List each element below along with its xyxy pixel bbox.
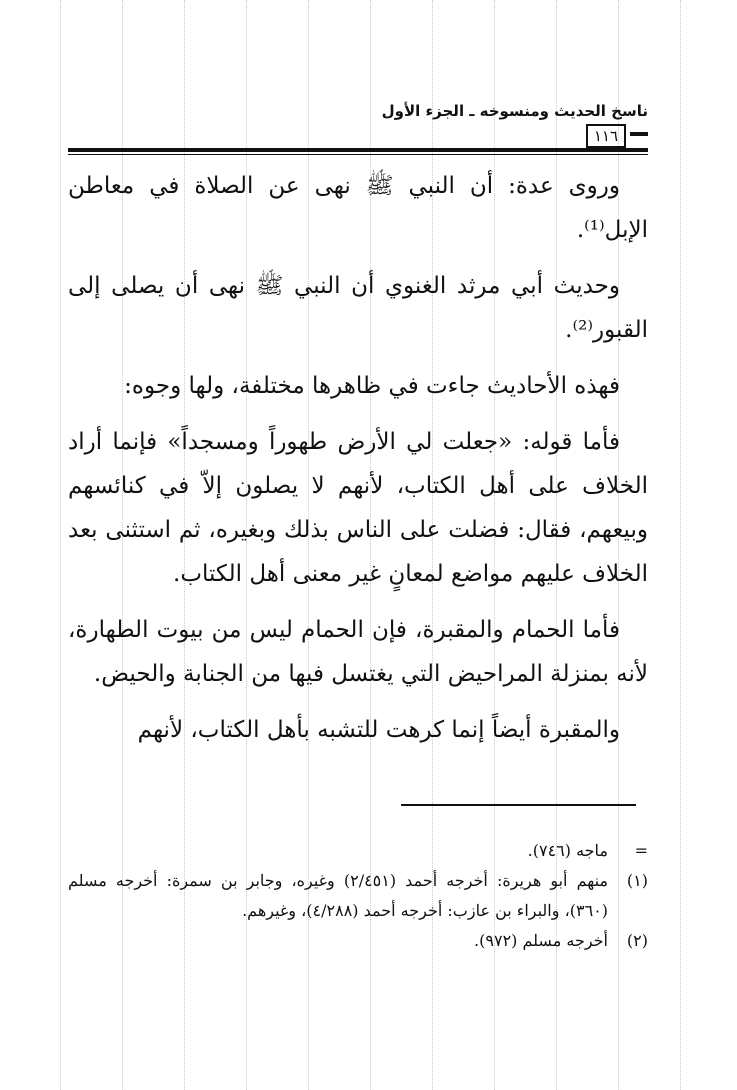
book-page [68, 100, 648, 956]
footnote-text: منهم أبو هريرة: أخرجه أحمد (٢/٤٥١) وغيره، وجابر بن سمرة: أخرجه مسلم (٣٦٠)، والبراء بن عازب: أخرجه أحمد (٤/٢٨٨)، وغيرهم. [68, 871, 609, 920]
footnote-text: أخرجه مسلم (٩٧٢). [474, 931, 608, 950]
paragraph: وحديث أبي مرثد الغنوي أن النبي ﷺ نهى أن يصلى إلى القبور⁽²⁾. [68, 273, 648, 343]
footnote [68, 836, 648, 866]
grid-guide-line [60, 0, 61, 1090]
footnote-marker: (٢) [626, 931, 648, 950]
page-header [68, 124, 648, 152]
footnote-separator [401, 804, 636, 806]
footnote [68, 926, 648, 956]
header-dash [630, 132, 648, 136]
footnote-marker: = [634, 841, 648, 860]
paragraph: والمقبرة أيضاً إنما كرهت للتشبه بأهل الكتاب، لأنهم [137, 717, 620, 743]
paragraph: فهذه الأحاديث جاءت في ظاهرها مختلفة، ولها وجوه: [124, 373, 620, 399]
header-rule [68, 148, 648, 152]
main-text [68, 164, 648, 752]
running-title: ناسخ الحديث ومنسوخه ـ الجزء الأول [381, 102, 648, 120]
paragraph: وروى عدة: أن النبي ﷺ نهى عن الصلاة في معاطن الإبل⁽¹⁾. [68, 173, 648, 243]
grid-guide-line [680, 0, 681, 1090]
page-number: ١١٦ [586, 124, 626, 148]
footnote-text: ماجه (٧٤٦). [527, 841, 608, 860]
footnote-marker: (١) [626, 871, 648, 890]
footnotes [68, 836, 648, 956]
header-rule-thin [68, 154, 648, 155]
paragraph: فأما الحمام والمقبرة، فإن الحمام ليس من بيوت الطهارة، لأنه بمنزلة المراحيض التي يغتسل فيها من الجنابة والحيض. [68, 617, 648, 687]
paragraph: فأما قوله: «جعلت لي الأرض طهوراً ومسجداً» فإنما أراد الخلاف على أهل الكتاب، لأنهم لا يصلون إلاّ في كنائسهم وبيعهم، فقال: فضلت على الناس بذلك وبغيره، ثم استثنى بعد الخلاف عليهم مواضع لمعانٍ غير معنى أهل الكتاب. [68, 429, 648, 587]
footnote [68, 866, 648, 926]
